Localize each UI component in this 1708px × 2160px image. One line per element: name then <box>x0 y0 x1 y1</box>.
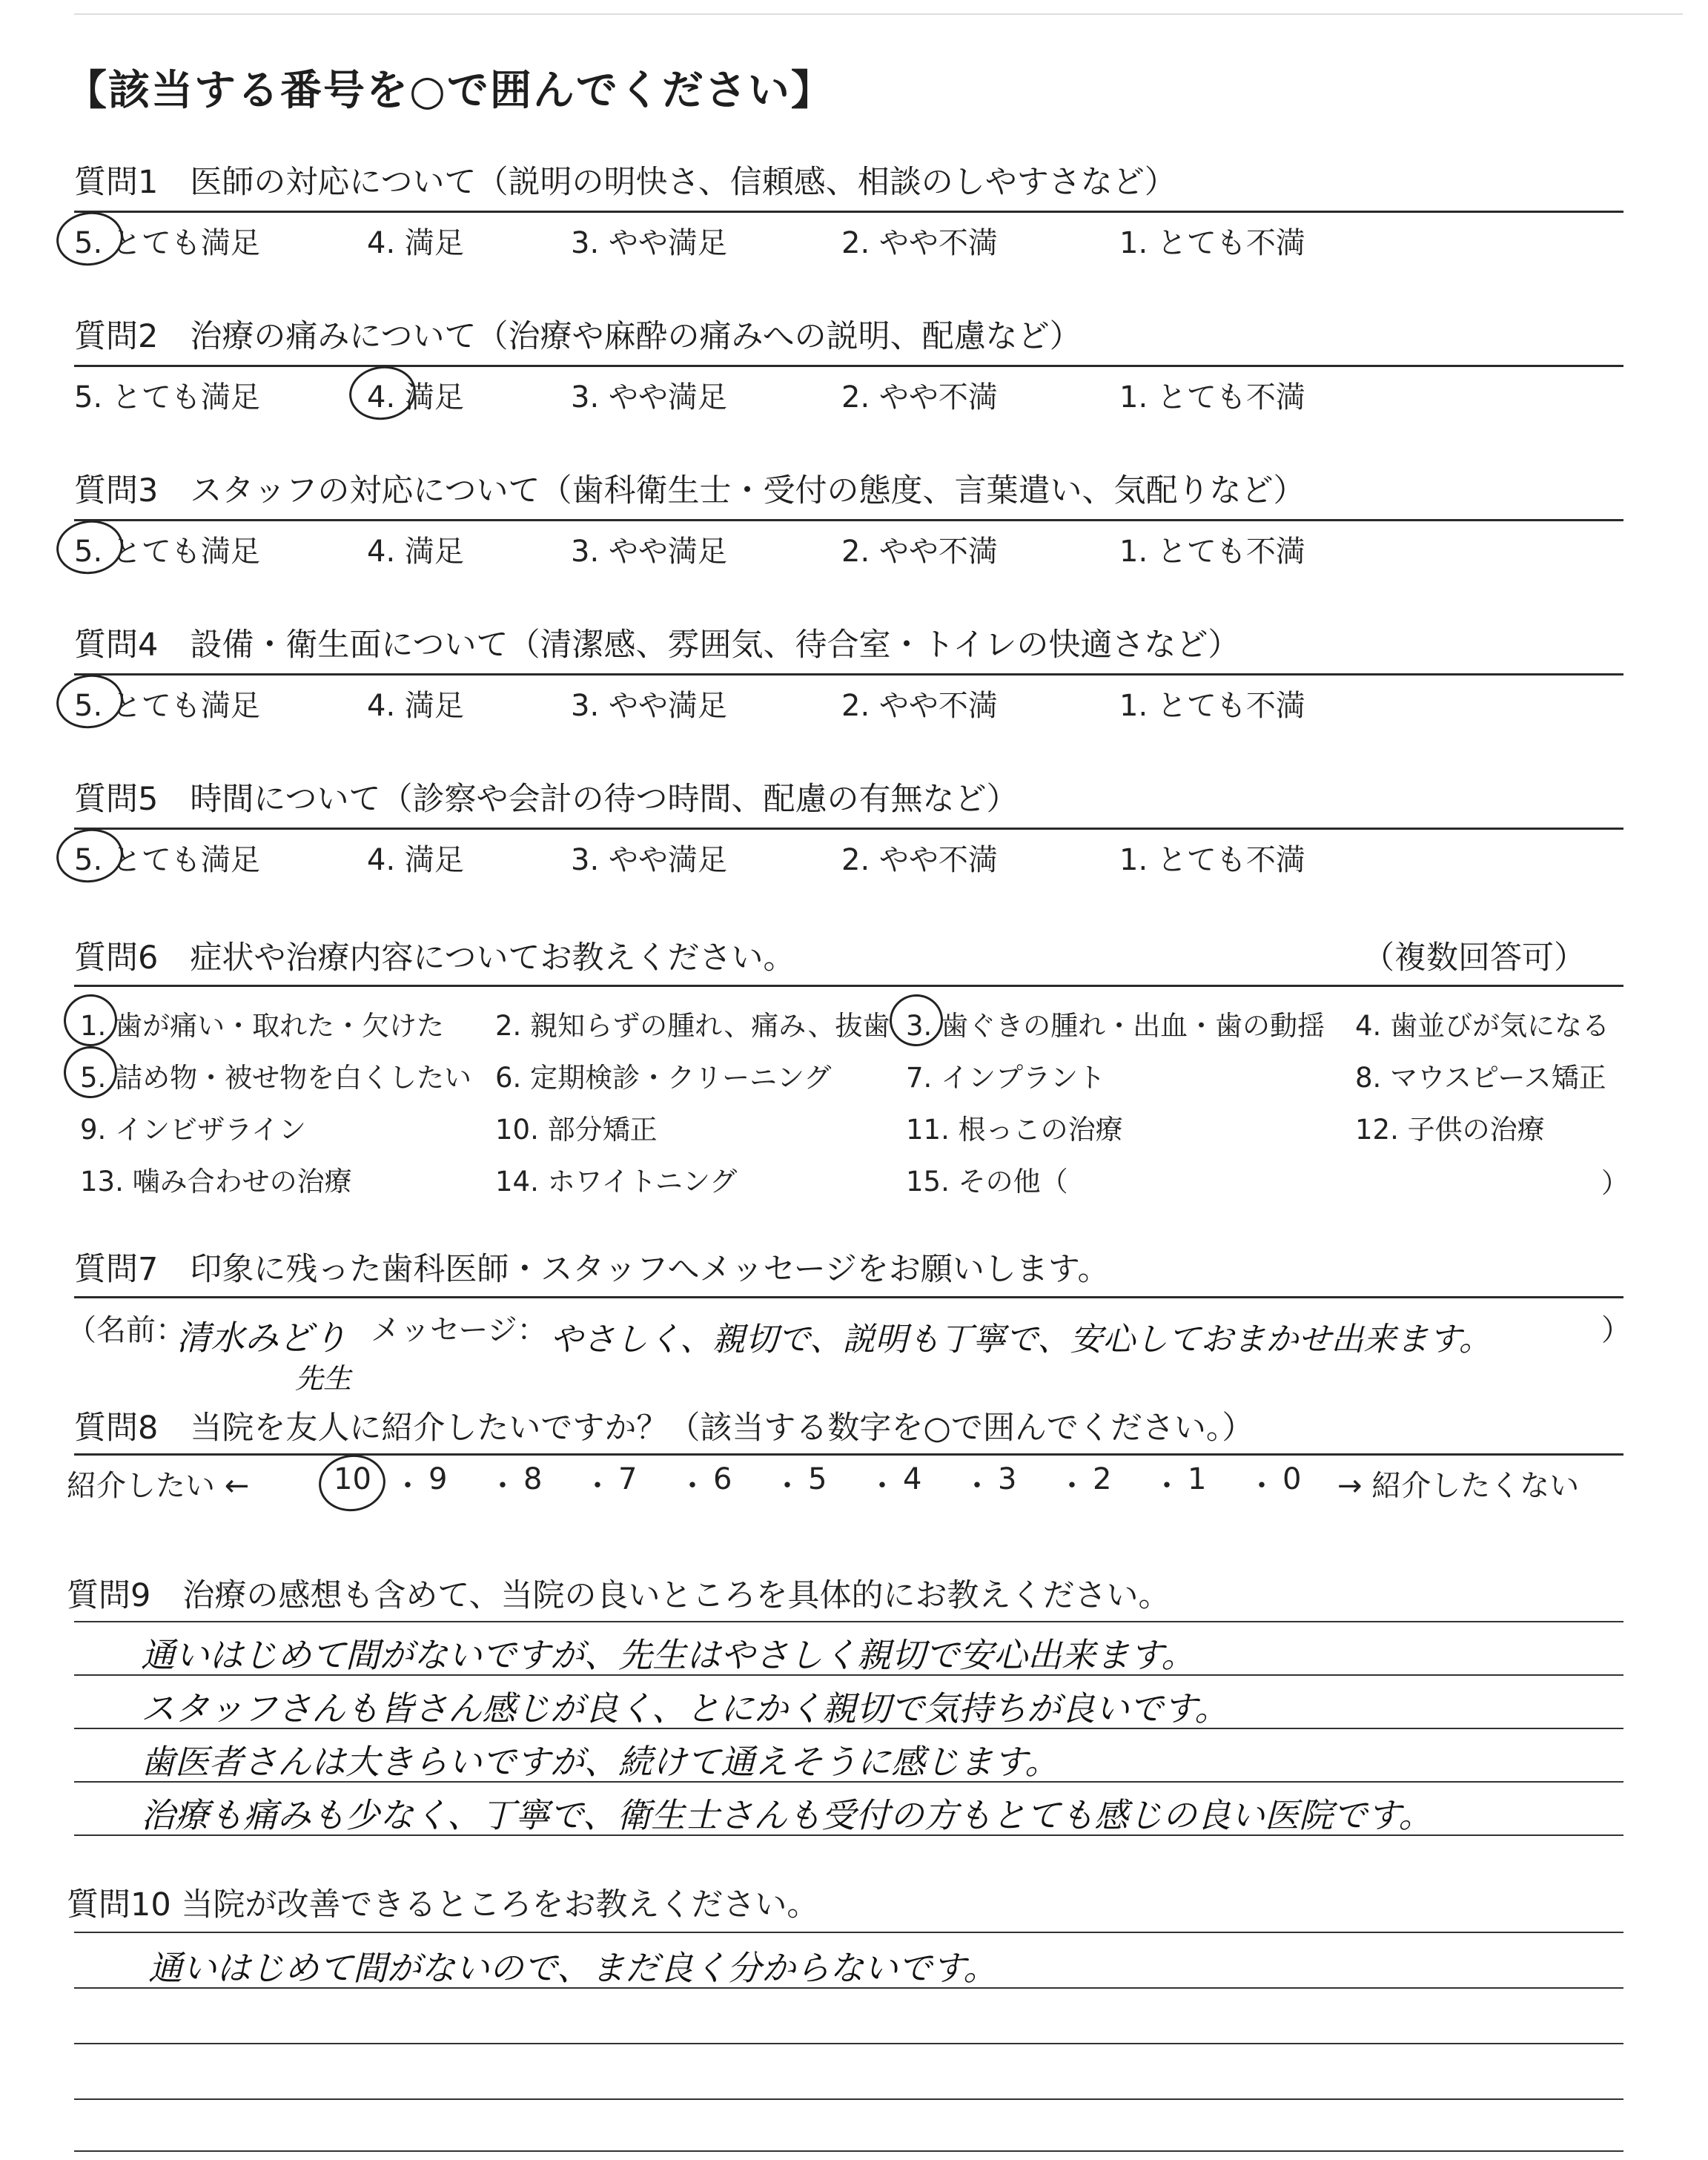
q7-name-value: 清水みどり <box>176 1318 347 1358</box>
q6-option: 14. ホワイトニング <box>495 1166 738 1198</box>
question-rule <box>74 673 1623 676</box>
q6-note: （複数回答可） <box>1363 939 1586 977</box>
q8-scale-separator: ・ <box>867 1469 897 1503</box>
q8-scale-number: 4 <box>903 1462 922 1496</box>
q6-option: 10. 部分矯正 <box>495 1114 658 1146</box>
question-rule <box>74 828 1623 830</box>
question-label: 質問4 設備・衛生面について（清潔感、雰囲気、待合室・トイレの快適さなど） <box>74 627 1240 664</box>
answer-rule <box>74 2150 1623 2152</box>
q6-option: 11. 根っこの治療 <box>906 1114 1123 1146</box>
rating-option: 1. とても不満 <box>1119 535 1305 569</box>
q8-scale-separator: ・ <box>962 1469 992 1503</box>
q8-scale-number: 1 <box>1188 1462 1207 1496</box>
handwritten-line: スタッフさんも皆さん感じが良く、とにかく親切で気持ちが良いです。 <box>141 1688 1229 1728</box>
q8-scale-separator: ・ <box>1247 1469 1277 1503</box>
rating-option: 4. 満足 <box>367 535 464 569</box>
q6-option: 12. 子供の治療 <box>1355 1114 1545 1146</box>
q8-right-label: → 紹介したくない <box>1337 1469 1580 1503</box>
q8-scale-separator: ・ <box>772 1469 802 1503</box>
q6-option: 7. インプラント <box>906 1062 1106 1094</box>
rating-option: 5. とても満足 <box>74 843 260 877</box>
q8-scale-number: 2 <box>1093 1462 1112 1496</box>
q8-scale-separator: ・ <box>678 1469 707 1503</box>
answer-rule <box>74 1621 1623 1622</box>
q8-selection-circle <box>315 1450 389 1516</box>
rating-option: 4. 満足 <box>367 380 464 415</box>
form-title: 【該当する番号を○で囲んでください】 <box>65 67 834 115</box>
handwritten-line: 歯医者さんは大きらいですが、続けて通えそうに感じます。 <box>141 1742 1059 1782</box>
q8-scale-separator: ・ <box>488 1469 517 1503</box>
q7-message-label: メッセージ： <box>371 1313 547 1347</box>
question-label: 質問5 時間について（診察や会計の待つ時間、配慮の有無など） <box>74 781 1019 818</box>
q8-rule <box>74 1453 1623 1456</box>
q7-name-label: （名前： <box>67 1313 185 1347</box>
rating-option: 5. とても満足 <box>74 689 260 723</box>
answer-rule <box>74 2043 1623 2044</box>
q8-scale-number: 9 <box>428 1462 448 1496</box>
rating-option: 2. やや不満 <box>841 380 998 415</box>
rating-option: 1. とても不満 <box>1119 689 1305 723</box>
rating-option: 2. やや不満 <box>841 689 998 723</box>
q6-option: 2. 親知らずの腫れ、痛み、抜歯 <box>495 1010 890 1042</box>
rating-option: 4. 満足 <box>367 689 464 723</box>
q6-option: 5. 詰め物・被せ物を白くしたい <box>80 1062 472 1094</box>
q6-option: 3. 歯ぐきの腫れ・出血・歯の動揺 <box>906 1010 1325 1042</box>
rating-option: 5. とても満足 <box>74 226 260 260</box>
answer-rule <box>74 2098 1623 2100</box>
rating-option: 3. やや満足 <box>571 226 727 260</box>
handwritten-line: 通いはじめて間がないので、まだ良く分からないです。 <box>148 1948 998 1988</box>
question-label: 質問2 治療の痛みについて（治療や麻酔の痛みへの説明、配慮など） <box>74 318 1082 355</box>
rating-option: 1. とても不満 <box>1119 226 1305 260</box>
q7-rule <box>74 1296 1623 1298</box>
q6-rule <box>74 985 1623 987</box>
q8-scale-separator: ・ <box>583 1469 612 1503</box>
question-rule <box>74 519 1623 521</box>
top-border <box>74 13 1683 15</box>
rating-option: 2. やや不満 <box>841 226 998 260</box>
rating-option: 3. やや満足 <box>571 380 727 415</box>
q8-scale-number: 8 <box>523 1462 543 1496</box>
q8-left-label: 紹介したい ← <box>67 1469 250 1503</box>
q6-label: 質問6 症状や治療内容についてお教えください。 <box>74 939 795 977</box>
q6-option: 8. マウスピース矯正 <box>1355 1062 1606 1094</box>
q6-option: 13. 噛み合わせの治療 <box>80 1166 352 1198</box>
rating-option: 2. やや不満 <box>841 843 998 877</box>
q7-name-suffix: 先生 <box>295 1362 352 1395</box>
q8-label: 質問8 当院を友人に紹介したいですか？（該当する数字を○で囲んでください。） <box>74 1410 1254 1447</box>
q6-option: 15. その他（ <box>906 1166 1068 1198</box>
q6-option: 4. 歯並びが気になる <box>1355 1010 1610 1042</box>
question-label: 質問1 医師の対応について（説明の明快さ、信頼感、相談のしやすさなど） <box>74 164 1176 201</box>
question-rule <box>74 365 1623 367</box>
rating-option: 1. とても不満 <box>1119 843 1305 877</box>
q8-scale-number: 3 <box>998 1462 1017 1496</box>
rating-option: 4. 満足 <box>367 226 464 260</box>
rating-option: 4. 満足 <box>367 843 464 877</box>
q7-label: 質問7 印象に残った歯科医師・スタッフへメッセージをお願いします。 <box>74 1251 1110 1288</box>
answer-rule <box>74 1932 1623 1933</box>
q6-other-close: ） <box>1601 1167 1629 1199</box>
q6-option: 1. 歯が痛い・取れた・欠けた <box>80 1010 445 1042</box>
q10-label: 質問10 当院が改善できるところをお教えください。 <box>67 1886 819 1923</box>
q7-close-paren: ） <box>1601 1313 1631 1347</box>
q9-label: 質問9 治療の感想も含めて、当院の良いところを具体的にお教えください。 <box>67 1577 1171 1614</box>
q8-scale-separator: ・ <box>1152 1469 1182 1503</box>
rating-option: 2. やや不満 <box>841 535 998 569</box>
q6-option: 9. インビザライン <box>80 1114 306 1146</box>
rating-option: 1. とても不満 <box>1119 380 1305 415</box>
q8-scale-number: 6 <box>713 1462 732 1496</box>
question-label: 質問3 スタッフの対応について（歯科衛生士・受付の態度、言葉遣い、気配りなど） <box>74 472 1305 509</box>
handwritten-line: 通いはじめて間がないですが、先生はやさしく親切で安心出来ます。 <box>141 1635 1196 1675</box>
q8-scale-number: 5 <box>808 1462 827 1496</box>
q8-scale-separator: ・ <box>393 1469 423 1503</box>
handwritten-line: 治療も痛みも少なく、丁寧で、衛生士さんも受付の方もとても感じの良い医院です。 <box>141 1795 1433 1835</box>
q8-scale-number: 10 <box>334 1462 371 1496</box>
rating-option: 3. やや満足 <box>571 843 727 877</box>
question-rule <box>74 211 1623 213</box>
rating-option: 5. とても満足 <box>74 535 260 569</box>
q7-message-value: やさしく、親切で、説明も丁寧で、安心しておまかせ出来ます。 <box>550 1321 1492 1358</box>
rating-option: 5. とても満足 <box>74 380 260 415</box>
q6-option: 6. 定期検診・クリーニング <box>495 1062 832 1094</box>
q8-scale-number: 7 <box>618 1462 638 1496</box>
rating-option: 3. やや満足 <box>571 535 727 569</box>
q8-scale-separator: ・ <box>1057 1469 1087 1503</box>
q8-scale-number: 0 <box>1282 1462 1302 1496</box>
rating-option: 3. やや満足 <box>571 689 727 723</box>
